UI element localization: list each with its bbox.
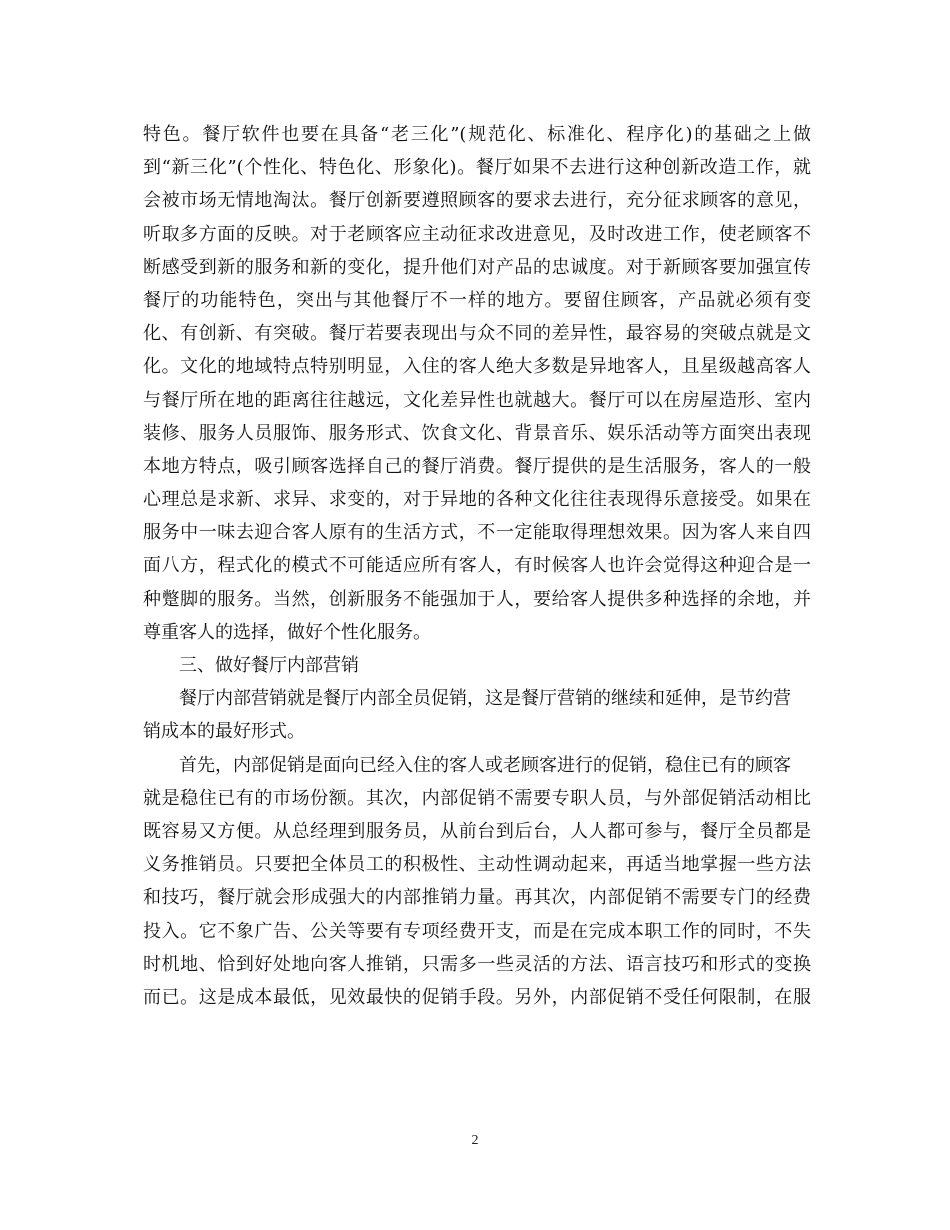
text-line: 而已。这是成本最低，见效最快的促销手段。另外，内部促销不受任何限制，在服 xyxy=(143,986,811,1008)
text-line: 和技巧，餐厅就会形成强大的内部推销力量。再其次，内部促销不需要专门的经费 xyxy=(143,887,811,909)
text-line: 既容易又方便。从总经理到服务员，从前台到后台，人人都可参与，餐厅全员都是 xyxy=(143,820,811,842)
text-line: 到“新三化”(个性化、特色化、形象化)。餐厅如果不去进行这种创新改造工作，就 xyxy=(143,157,811,179)
text-line: 断感受到新的服务和新的变化，提升他们对产品的忠诚度。对于新顾客要加强宣传 xyxy=(143,256,811,278)
text-line: 装修、服务人员服饰、服务形式、饮食文化、背景音乐、娱乐活动等方面突出表现 xyxy=(143,422,811,444)
text-line: 餐厅的功能特色，突出与其他餐厅不一样的地方。要留住顾客，产品就必须有变 xyxy=(143,289,811,311)
text-line: 面八方，程式化的模式不可能适应所有客人，有时候客人也许会觉得这种迎合是一 xyxy=(143,555,811,577)
text-line: 尊重客人的选择，做好个性化服务。 xyxy=(143,621,431,643)
text-line: 种蹩脚的服务。当然，创新服务不能强加于人，要给客人提供多种选择的余地，并 xyxy=(143,588,811,610)
text-line: 投入。它不象广告、公关等要有专项经费开支，而是在完成本职工作的同时，不失 xyxy=(143,920,811,942)
section-heading: 三、做好餐厅内部营销 xyxy=(179,655,359,676)
text-line: 义务推销员。只要把全体员工的积极性、主动性调动起来，再适当地掌握一些方法 xyxy=(143,854,811,876)
text-line: 特色。餐厅软件也要在具备“老三化”(规范化、标准化、程序化)的基础之上做 xyxy=(143,124,811,145)
paragraph-start: 餐厅内部营销就是餐厅内部全员促销，这是餐厅营销的继续和延伸，是节约营 xyxy=(179,688,791,710)
text-line: 销成本的最好形式。 xyxy=(143,721,305,743)
text-line: 听取多方面的反映。对于老顾客应主动征求改进意见，及时改进工作，使老顾客不 xyxy=(143,223,811,245)
text-line: 就是稳住已有的市场份额。其次，内部促销不需要专职人员，与外部促销活动相比 xyxy=(143,787,811,809)
text-line: 心理总是求新、求异、求变的，对于异地的各种文化往往表现得乐意接受。如果在 xyxy=(143,489,811,511)
body-text xyxy=(143,118,811,1014)
page-number: 2 xyxy=(471,1133,479,1148)
text-line: 服务中一味去迎合客人原有的生活方式，不一定能取得理想效果。因为客人来自四 xyxy=(143,522,811,544)
text-line: 本地方特点，吸引顾客选择自己的餐厅消费。餐厅提供的是生活服务，客人的一般 xyxy=(143,455,811,477)
text-line: 会被市场无情地淘汰。餐厅创新要遵照顾客的要求去进行，充分征求顾客的意见， xyxy=(143,190,811,212)
text-line: 化。文化的地域特点特别明显，入住的客人绝大多数是异地客人，且星级越高客人 xyxy=(143,356,811,378)
paragraph-start: 首先，内部促销是面向已经入住的客人或老顾客进行的促销，稳住已有的顾客 xyxy=(179,754,791,776)
text-line: 化、有创新、有突破。餐厅若要表现出与众不同的差异性，最容易的突破点就是文 xyxy=(143,323,811,345)
text-line: 时机地、恰到好处地向客人推销，只需多一些灵活的方法、语言技巧和形式的变换 xyxy=(143,953,811,975)
text-line: 与餐厅所在地的距离往往越远，文化差异性也就越大。餐厅可以在房屋造形、室内 xyxy=(143,389,811,411)
